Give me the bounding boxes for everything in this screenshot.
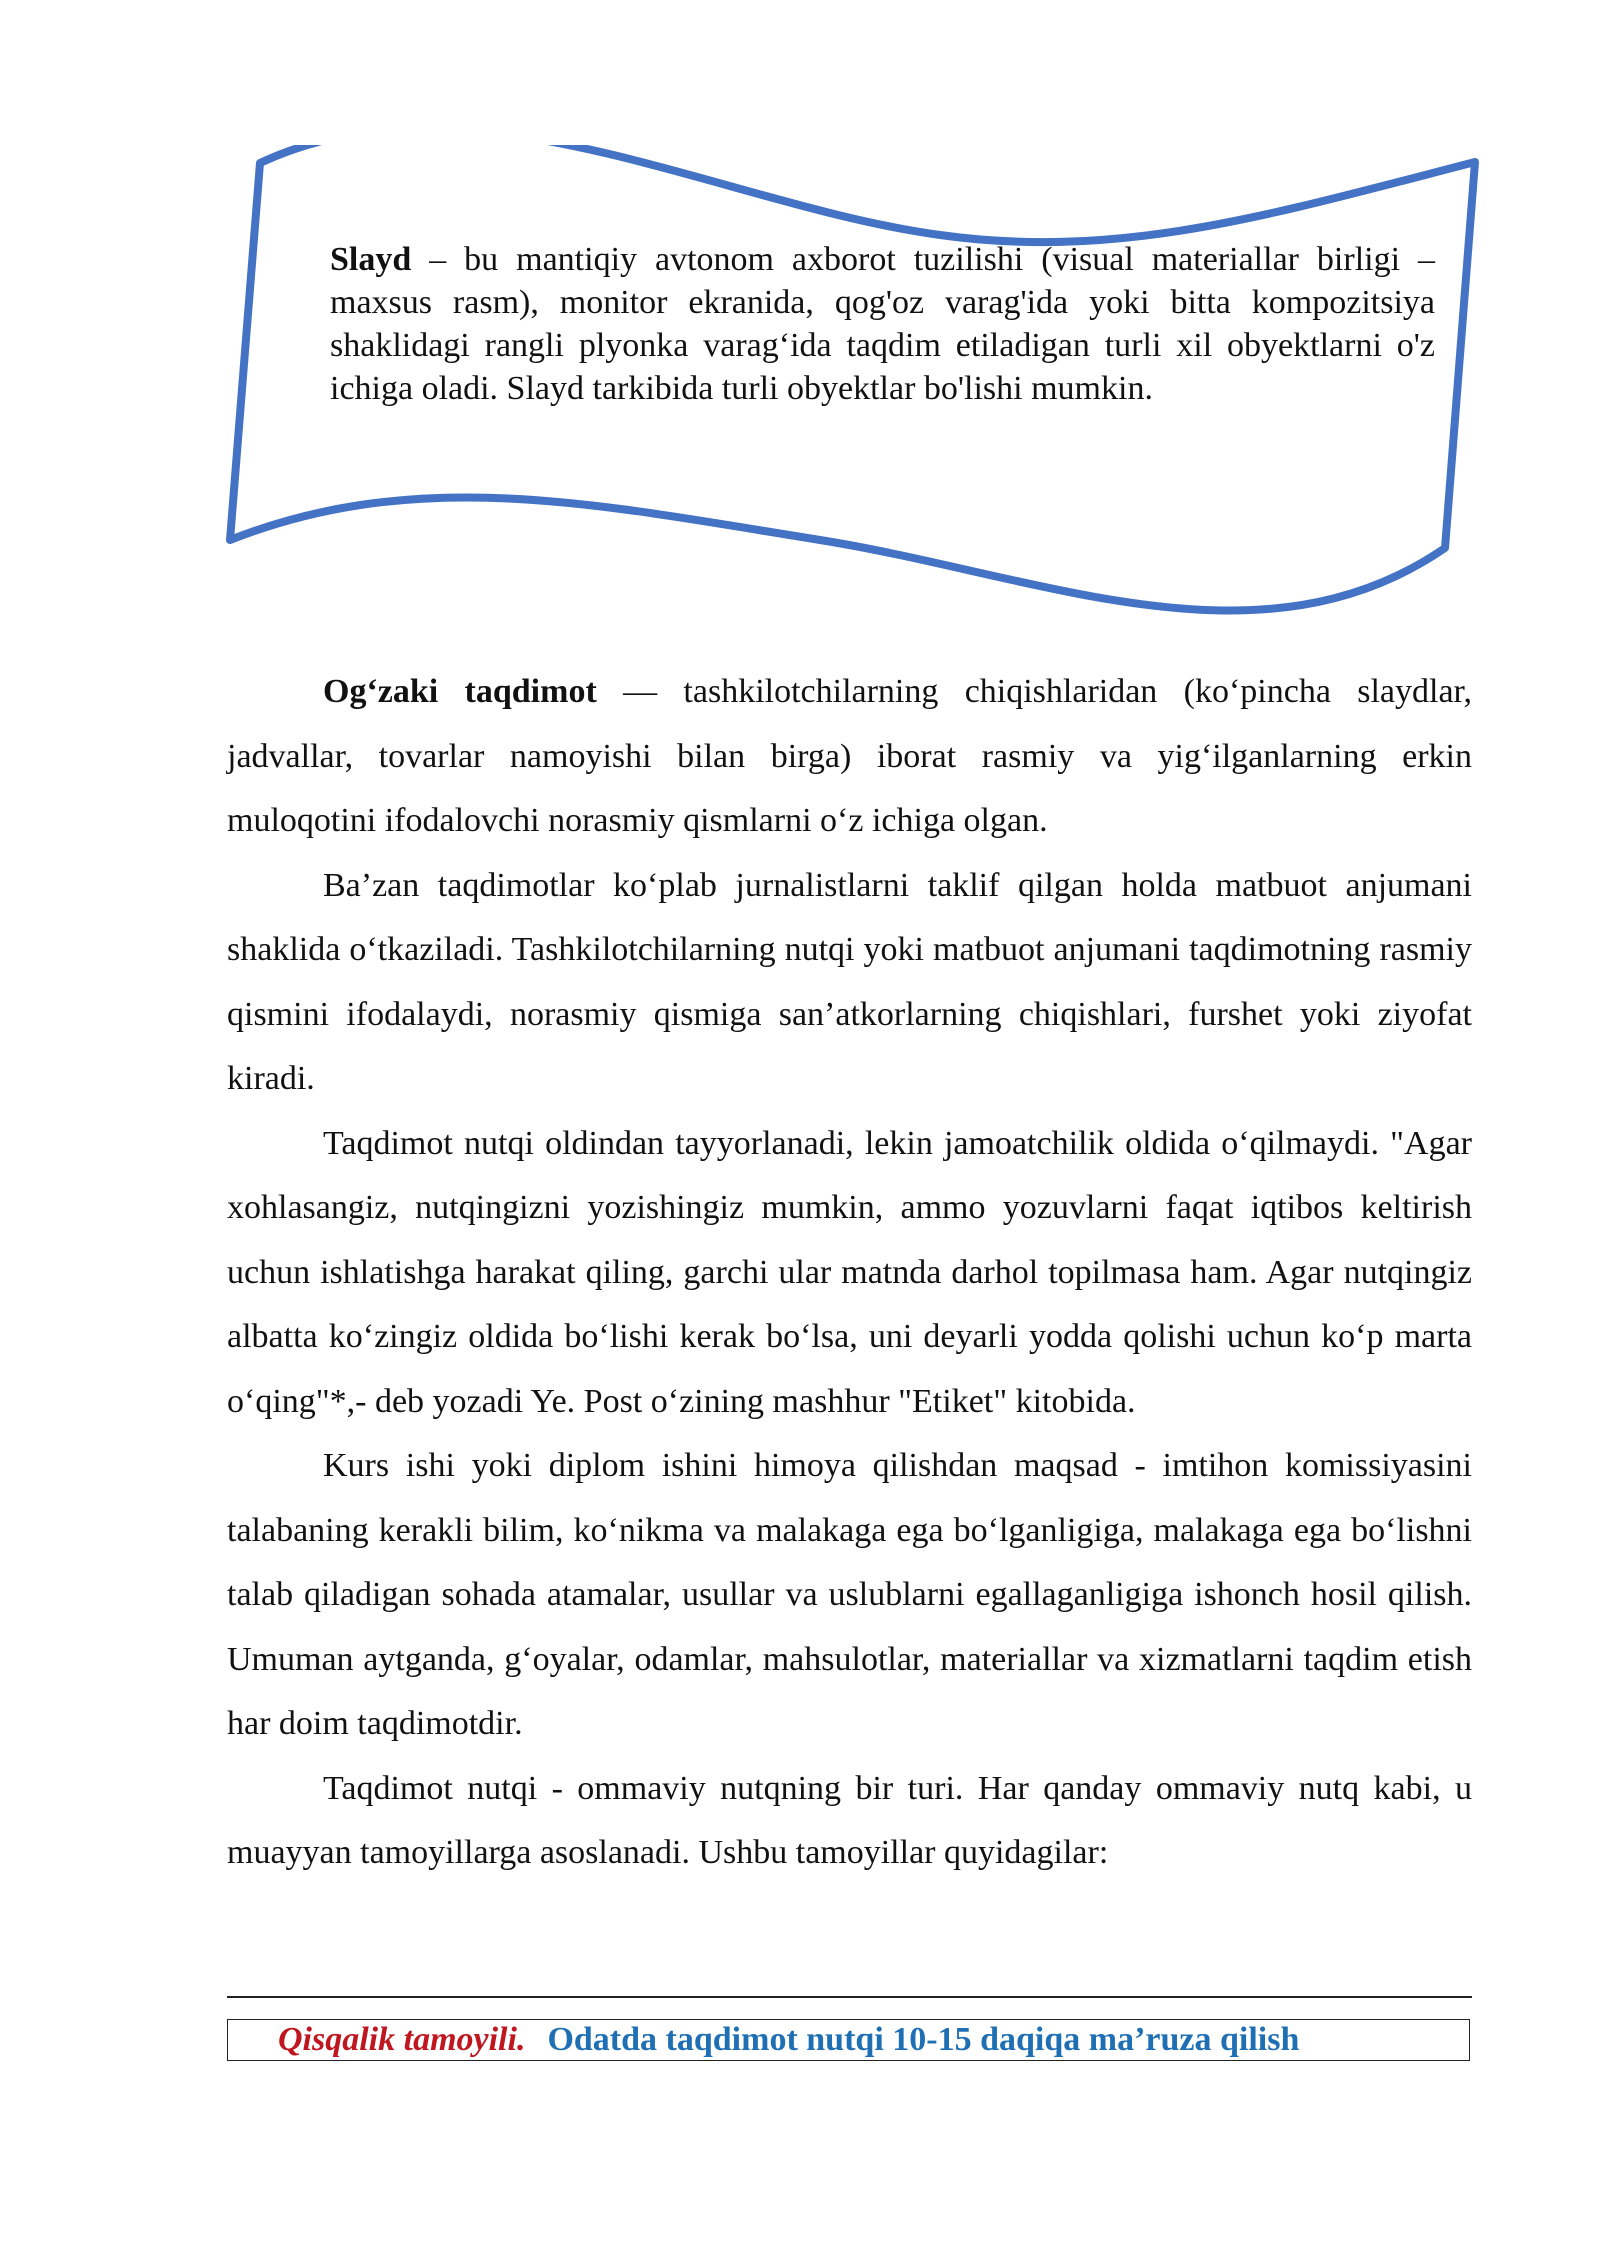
- main-body: [227, 660, 1472, 1886]
- paragraph-oral-presentation: [227, 660, 1472, 854]
- paragraph-press-conference: Ba’zan taqdimotlar ko‘plab jurnalistlarni taklif qilgan holda matbuot anjumani shaklida o‘tkaziladi. Tashkilotchilarning nutqi yoki matbuot anjumani taqdimotning rasmiy qismini ifodalaydi, norasmiy qismiga san’atkorlarning chiqishlari, furshet yoki ziyofat kiradi.: [227, 866, 1472, 1097]
- principle-box: [227, 2019, 1470, 2061]
- definition-term: Slayd: [330, 241, 412, 278]
- slide-definition-text: [330, 238, 1435, 410]
- definition-body: – bu mantiqiy avtonom axborot tuzilishi (visual materiallar birligi – maxsus rasm), monitor ekranida, qog'oz varag'ida yoki bitta kompozitsiya shaklidagi rangli plyonka varag‘ida taqdim etiladigan turli xil obyektlarni o'z ichiga oladi. Slayd tarkibida turli obyektlar bo'lishi mumkin.: [330, 241, 1435, 407]
- horizontal-divider: [227, 1996, 1472, 1998]
- principle-title: Qisqalik tamoyili.: [278, 2021, 526, 2058]
- paragraph-term: Og‘zaki taqdimot: [323, 673, 597, 710]
- paragraph-principles-intro: Taqdimot nutqi - ommaviy nutqning bir turi. Har qanday ommaviy nutq kabi, u muayyan tamoyillarga asoslanadi. Ushbu tamoyillar quyidagilar:: [227, 1769, 1472, 1871]
- paragraph-thesis-defense: Kurs ishi yoki diplom ishini himoya qilishdan maqsad - imtihon komissiyasini talabaning kerakli bilim, ko‘nikma va malakaga ega bo‘lganligiga, malakaga ega bo‘lishni talab qiladigan sohada atamalar, usullar va uslublarni egallaganligiga ishonch hosil qilish. Umuman aytganda, g‘oyalar, odamlar, mahsulotlar, materiallar va xizmatlarni taqdim etish har doim taqdimotdir.: [227, 1447, 1472, 1742]
- paragraph-speech-preparation: Taqdimot nutqi oldindan tayyorlanadi, lekin jamoatchilik oldida o‘qilmaydi. "Agar xohlasangiz, nutqingizni yozishingiz mumkin, ammo yozuvlarni faqat iqtibos keltirish uchun ishlatishga harakat qiling, garchi ular matnda darhol topilmasa ham. Agar nutqingiz albatta ko‘zingiz oldida bo‘lishi kerak bo‘lsa, uni deyarli yodda qolishi uchun ko‘p marta o‘qing"*,- deb yozadi Ye. Post o‘zining mashhur "Etiket" kitobida.: [227, 1124, 1472, 1420]
- principle-text: Odatda taqdimot nutqi 10-15 daqiqa ma’ruza qilish: [547, 2021, 1300, 2058]
- paragraph-text: — tashkilotchilarning chiqishlaridan (ko‘pincha slaydlar, jadvallar, tovarlar namoyishi bilan birga) iborat rasmiy va yig‘ilganlarning erkin muloqotini ifodalovchi norasmiy qismlarni o‘z ichiga olgan.: [227, 673, 1472, 839]
